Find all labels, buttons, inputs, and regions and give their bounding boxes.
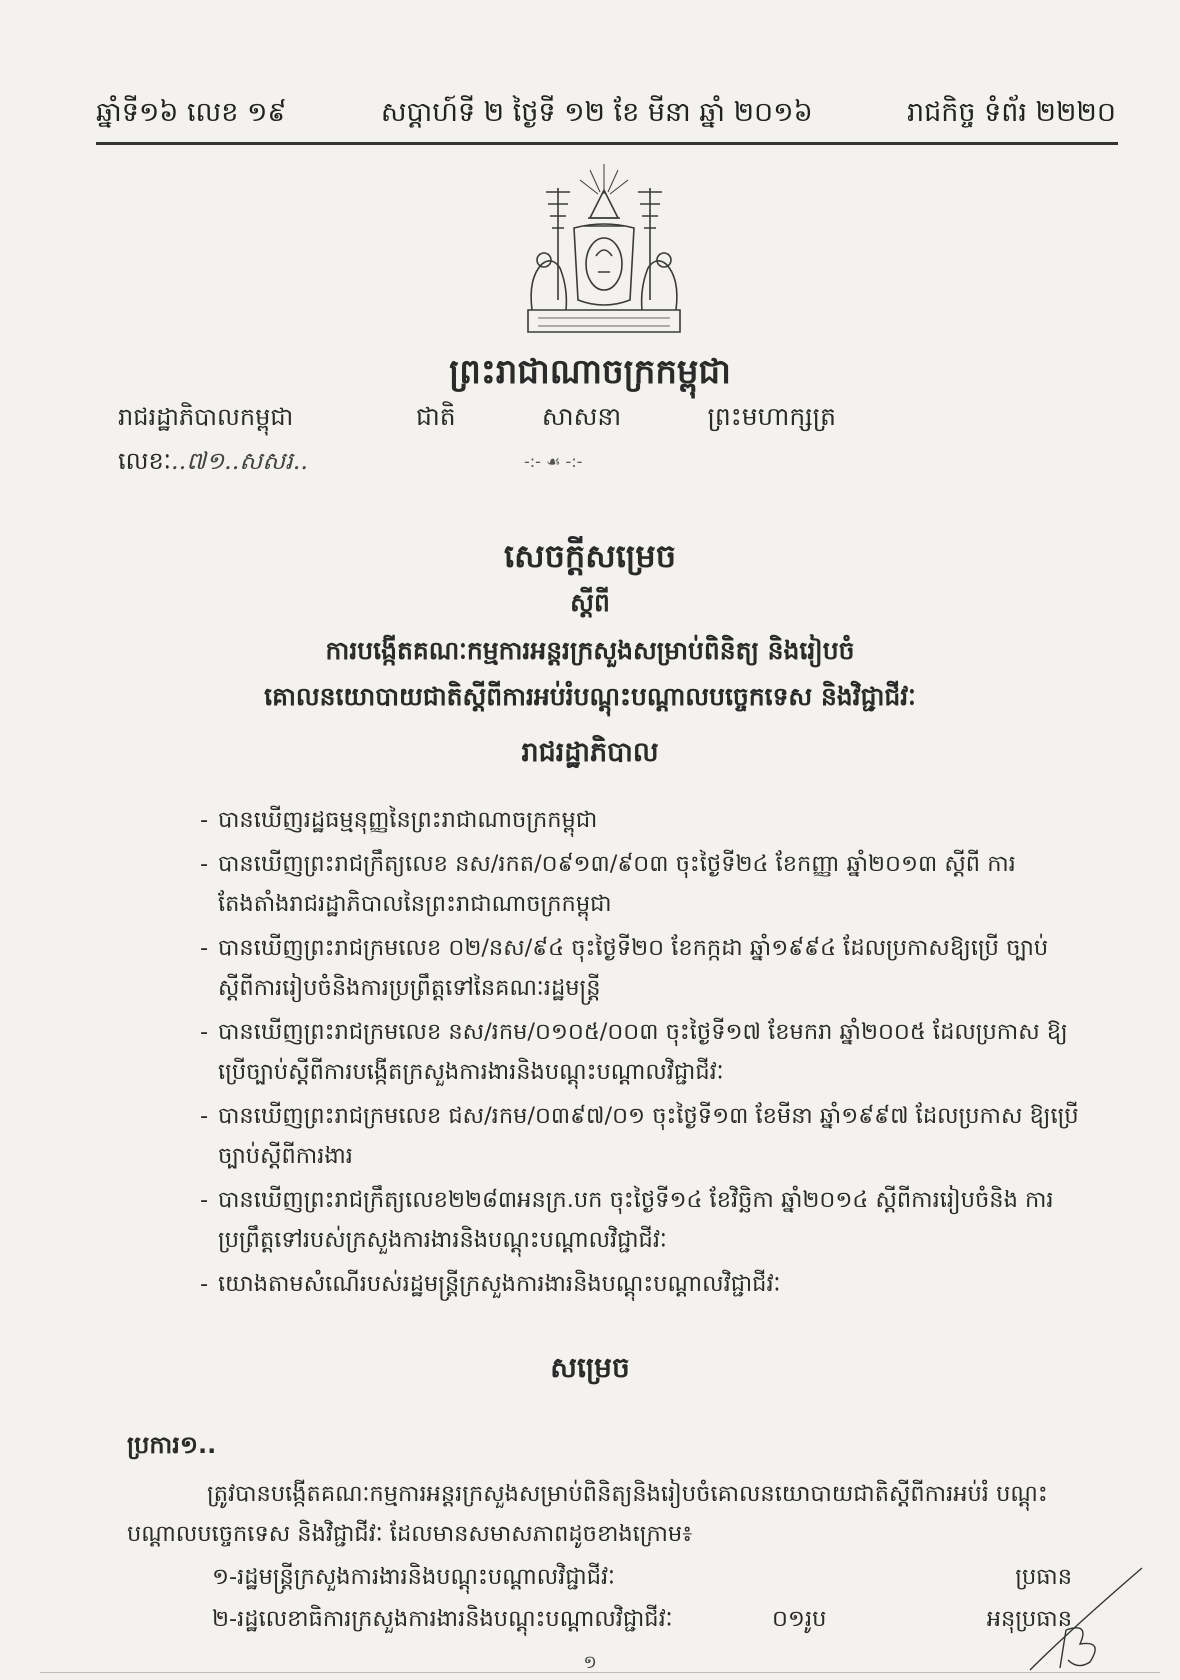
number-label: លេខៈ (118, 447, 172, 475)
subject-line-1: ការបង្កើតគណៈកម្មការអន្តរក្រសួងសម្រាប់ពិនិត្យ និងរៀបចំ (325, 636, 855, 665)
consideration-item: - បានឃើញព្រះរាជក្រមលេខ ០២/នស/៩៤ ចុះថ្ងៃទី២០ ខែកក្កដា ឆ្នាំ១៩៩៤ ដែលប្រកាសឱ្យប្រើ ច្បាប់ស្តីពីការរៀបចំនិងការប្រព្រឹត្តទៅនៃគណៈរដ្ឋមន្ត្រី (200, 928, 1080, 1008)
number-value: ..៧១..សសរ.. (171, 447, 308, 475)
motto-ornament: -:- ☙ -:- (524, 452, 583, 471)
member-list (212, 1562, 1092, 1646)
consideration-item: - បានឃើញព្រះរាជក្រមលេខ នស/រកម/០១០៥/០០៣ ចុះថ្ងៃទី១៧ ខែមករា ឆ្នាំ២០០៥ ដែលប្រកាស ឱ្យប្រើច្បាប់ស្តីពីការបង្កើតក្រសួងការងារនិងបណ្តុះបណ្តាលវិជ្ជាជីវៈ (200, 1012, 1080, 1092)
gazette-week-date: សប្តាហ៍ទី ២ ថ្ងៃទី ១២ ខែ មីនា ឆ្នាំ ២០១៦ (380, 97, 813, 128)
member-name: ២-រដ្ឋលេខាធិការក្រសួងការងារនិងបណ្តុះបណ្តាលវិជ្ជាជីវៈ (212, 1606, 673, 1632)
motto-nation: ជាតិ (416, 402, 456, 431)
page-number: ១ (583, 1652, 597, 1673)
member-role: ប្រធាន (1015, 1564, 1072, 1590)
issuing-authority: រាជរដ្ឋាភិបាលកម្ពុជា (118, 403, 294, 431)
gazette-year-issue: ឆ្នាំទី១៦ លេខ ១៩ (96, 97, 287, 128)
article-label: ប្រការ១.. (127, 1431, 217, 1459)
decision-heading: សម្រេច (550, 1351, 630, 1384)
subject-title (0, 628, 1180, 720)
kingdom-title: ព្រះរាជាណាចក្រកម្ពុជា (449, 352, 731, 392)
royal-arms-emblem (518, 160, 690, 342)
member-name: ១-រដ្ឋមន្ត្រីក្រសួងការងារនិងបណ្តុះបណ្តាលវិជ្ជាជីវៈ (212, 1564, 616, 1590)
member-row (212, 1562, 1092, 1604)
gazette-header (96, 96, 1116, 135)
subject-line-2: គោលនយោបាយជាតិស្តីពីការអប់រំបណ្តុះបណ្តាលបច្ចេកទេស និងវិជ្ជាជីវៈ (264, 682, 916, 711)
motto-king: ព្រះមហាក្សត្រ (707, 402, 836, 431)
document-type-title: សេចក្តីសម្រេច (503, 537, 677, 575)
member-role: អនុប្រធាន (986, 1606, 1072, 1632)
considerations-list (200, 800, 1080, 1308)
national-motto (416, 402, 836, 438)
consideration-item: - បានឃើញព្រះរាជក្រមលេខ ជស/រកម/០៣៩៧/០១ ចុះថ្ងៃទី១៣ ខែមីនា ឆ្នាំ១៩៩៧ ដែលប្រកាស ឱ្យប្រើច្បាប់ស្តីពីការងារ (200, 1096, 1080, 1176)
member-count: ០១រូប (772, 1606, 827, 1632)
gazette-page-ref: រាជកិច្ច ទំព័រ ២២២០ (906, 97, 1116, 128)
member-row (212, 1604, 1092, 1646)
consideration-item: - បានឃើញរដ្ឋធម្មនុញ្ញនៃព្រះរាជាណាចក្រកម្ពុជា (200, 800, 1080, 840)
header-rule (96, 142, 1118, 145)
motto-religion: សាសនា (541, 402, 622, 431)
article-body: ត្រូវបានបង្កើតគណៈកម្មការអន្តរក្រសួងសម្រាប់ពិនិត្យនិងរៀបចំគោលនយោបាយជាតិស្តីពីការអប់រំ បណ្តុះបណ្តាលបច្ចេកទេស និងវិជ្ជាជីវៈ ដែលមានសមាសភាពដូចខាងក្រោម៖ (127, 1481, 1048, 1547)
about-label: ស្តីពី (570, 588, 610, 617)
consideration-item: - បានឃើញព្រះរាជក្រឹត្យលេខ២២៨៣អនក្រ.បក ចុះថ្ងៃទី១៤ ខែវិច្ឆិកា ឆ្នាំ២០១៤ ស្តីពីការរៀបចំនិង ការប្រព្រឹត្តទៅរបស់ក្រសួងការងារនិងបណ្តុះបណ្តាលវិជ្ជាជីវៈ (200, 1180, 1080, 1260)
consideration-item: - បានឃើញព្រះរាជក្រឹត្យលេខ នស/រកត/០៩១៣/៩០៣ ចុះថ្ងៃទី២៤ ខែកញ្ញា ឆ្នាំ២០១៣ ស្តីពី ការតែងតាំងរាជរដ្ឋាភិបាលនៃព្រះរាជាណាចក្រកម្ពុជា (200, 844, 1080, 924)
document-number (118, 446, 308, 481)
issuer-heading: រាជរដ្ឋាភិបាល (521, 737, 659, 768)
consideration-item: - យោងតាមសំណើរបស់រដ្ឋមន្ត្រីក្រសួងការងារនិងបណ្តុះបណ្តាលវិជ្ជាជីវៈ (200, 1264, 1080, 1304)
bottom-rule (40, 1672, 1160, 1673)
